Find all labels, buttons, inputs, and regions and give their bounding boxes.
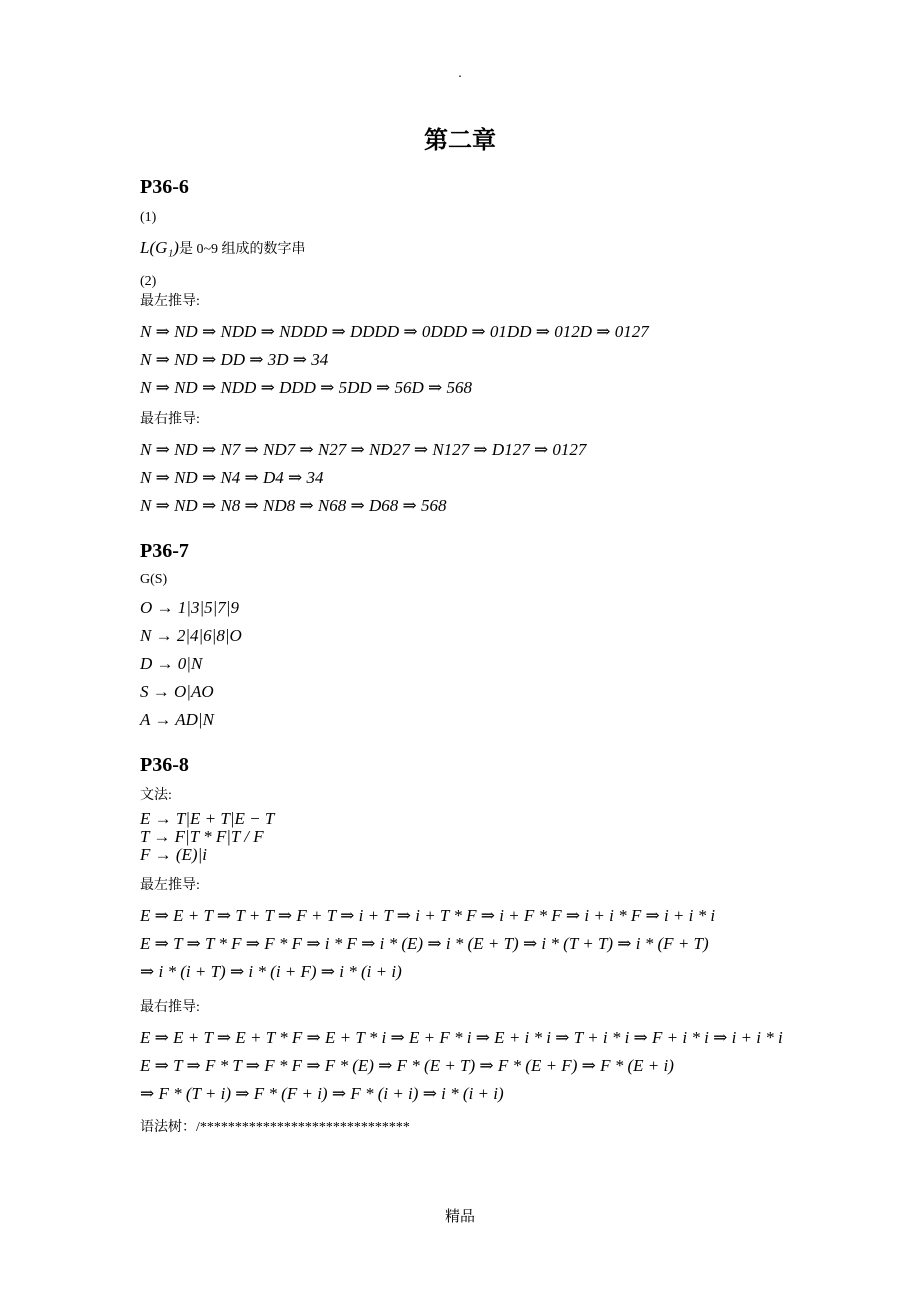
section-heading-p36-6: P36-6 — [140, 176, 189, 198]
grammar-rule: T → F|T * F|T / F — [140, 827, 264, 846]
header-dot: . — [458, 66, 462, 81]
derivation-line: N ⇒ ND ⇒ N7 ⇒ ND7 ⇒ N27 ⇒ ND27 ⇒ N127 ⇒ D127 ⇒ 0127 — [140, 440, 587, 459]
rightmost-label: 最右推导: — [140, 412, 200, 427]
language-description: 是 0~9 组成的数字串 — [178, 242, 306, 257]
page-title: 第二章 — [424, 128, 496, 154]
production-rule: A → AD|N — [140, 710, 214, 729]
grammar-rule: F → (E)|i — [140, 845, 207, 864]
production-rule: N → 2|4|6|8|O — [140, 626, 242, 645]
part-label-2: (2) — [140, 274, 157, 289]
part-label-1: (1) — [140, 210, 157, 225]
derivation-line: N ⇒ ND ⇒ N8 ⇒ ND8 ⇒ N68 ⇒ D68 ⇒ 568 — [140, 496, 447, 515]
document-body — [140, 172, 860, 1138]
grammar-label: 文法: — [140, 788, 172, 803]
derivation-line: N ⇒ ND ⇒ DD ⇒ 3D ⇒ 34 — [140, 350, 329, 369]
language-definition — [140, 234, 860, 262]
leftmost-label: 最左推导: — [140, 294, 200, 309]
section-heading-p36-7: P36-7 — [140, 540, 189, 562]
leftmost-label: 最左推导: — [140, 878, 200, 893]
derivation-line: ⇒ i * (i + T) ⇒ i * (i + F) ⇒ i * (i + i) — [140, 962, 402, 981]
rightmost-label: 最右推导: — [140, 1000, 200, 1015]
production-rule: S → O|AO — [140, 682, 214, 701]
derivation-line: E ⇒ T ⇒ F * T ⇒ F * F ⇒ F * (E) ⇒ F * (E + T) ⇒ F * (E + F) ⇒ F * (E + i) — [140, 1056, 674, 1075]
production-rule: D → 0|N — [140, 654, 203, 673]
production-rule: O → 1|3|5|7|9 — [140, 598, 239, 617]
syntax-tree-label: 语法树：/****************************** — [140, 1120, 410, 1135]
derivation-line: N ⇒ ND ⇒ NDD ⇒ NDDD ⇒ DDDD ⇒ 0DDD ⇒ 01DD ⇒ 012D ⇒ 0127 — [140, 322, 649, 341]
derivation-line: ⇒ F * (T + i) ⇒ F * (F + i) ⇒ F * (i + i) ⇒ i * (i + i) — [140, 1084, 504, 1103]
grammar-name: G(S) — [140, 572, 168, 587]
derivation-line: E ⇒ E + T ⇒ T + T ⇒ F + T ⇒ i + T ⇒ i + T * F ⇒ i + F * F ⇒ i + i * F ⇒ i + i * i — [140, 906, 716, 925]
page-footer: 精品 — [444, 1209, 475, 1225]
derivation-line: E ⇒ E + T ⇒ E + T * F ⇒ E + T * i ⇒ E + F * i ⇒ E + i * i ⇒ T + i * i ⇒ F + i * i ⇒ i + i * i — [140, 1028, 783, 1047]
language-symbol: L(G₁) — [140, 238, 179, 257]
derivation-line: N ⇒ ND ⇒ N4 ⇒ D4 ⇒ 34 — [140, 468, 324, 487]
grammar-rule: E → T|E + T|E − T — [140, 809, 275, 828]
derivation-line: E ⇒ T ⇒ T * F ⇒ F * F ⇒ i * F ⇒ i * (E) ⇒ i * (E + T) ⇒ i * (T + T) ⇒ i * (F + T) — [140, 934, 709, 953]
derivation-line: N ⇒ ND ⇒ NDD ⇒ DDD ⇒ 5DD ⇒ 56D ⇒ 568 — [140, 378, 472, 397]
section-heading-p36-8: P36-8 — [140, 754, 189, 776]
